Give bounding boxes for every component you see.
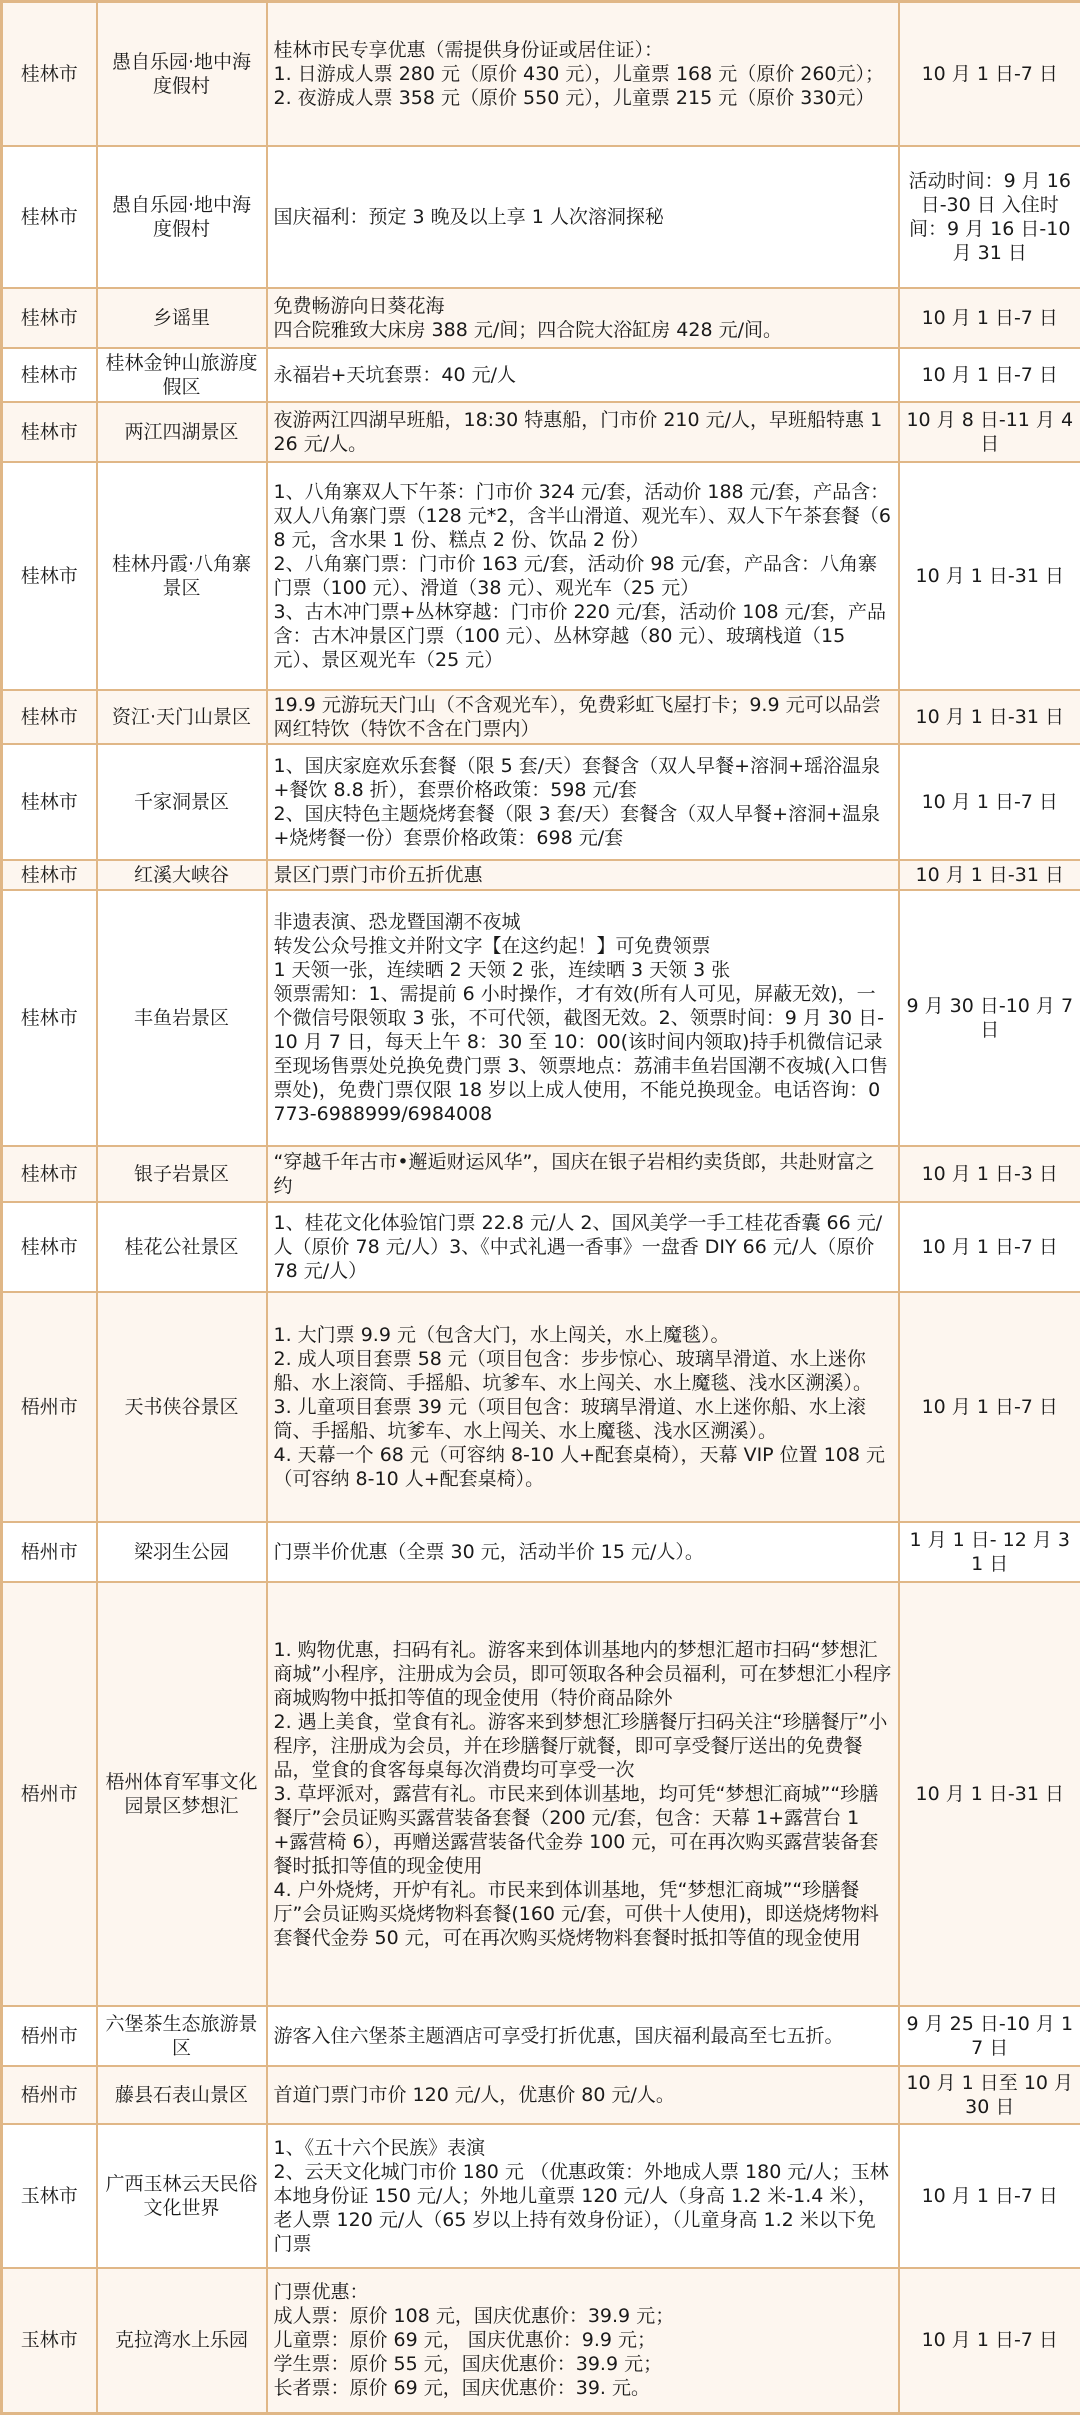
table-row bbox=[2, 2268, 1080, 2414]
date-cell: 10 月 1 日-7 日 bbox=[899, 288, 1080, 348]
offer-detail-line: 学生票：原价 55 元，国庆优惠价：39.9 元； bbox=[274, 2352, 892, 2376]
offer-detail-line: 非遗表演、恐龙暨国潮不夜城 bbox=[274, 910, 892, 934]
date-cell: 10 月 1 日-7 日 bbox=[899, 2268, 1080, 2414]
city-cell: 桂林市 bbox=[2, 1202, 97, 1292]
table-row bbox=[2, 744, 1080, 860]
date-cell: 10 月 1 日-7 日 bbox=[899, 348, 1080, 402]
offer-detail-line: 门票半价优惠（全票 30 元，活动半价 15 元/人）。 bbox=[274, 1540, 892, 1564]
table-row bbox=[2, 890, 1080, 1146]
city-cell: 梧州市 bbox=[2, 2066, 97, 2124]
city-cell: 梧州市 bbox=[2, 1582, 97, 2006]
table-row bbox=[2, 2006, 1080, 2066]
offer-detail-cell bbox=[267, 2066, 899, 2124]
city-cell: 桂林市 bbox=[2, 690, 97, 744]
date-cell: 10 月 1 日至 10 月 30 日 bbox=[899, 2066, 1080, 2124]
date-cell: 9 月 30 日-10 月 7 日 bbox=[899, 890, 1080, 1146]
city-cell: 桂林市 bbox=[2, 288, 97, 348]
scenic-spot-cell: 资江·天门山景区 bbox=[97, 690, 267, 744]
scenic-spot-cell: 银子岩景区 bbox=[97, 1146, 267, 1202]
offer-detail-line: 门票优惠： bbox=[274, 2280, 892, 2304]
date-cell: 10 月 1 日-31 日 bbox=[899, 462, 1080, 690]
table-row bbox=[2, 1146, 1080, 1202]
offer-detail-line: 1、八角寨双人下午茶：门市价 324 元/套，活动价 188 元/套，产品含：双人八角寨门票（128 元*2，含半山滑道、观光车）、双人下午茶套餐（68 元，含水果 1 份、糕点 2 份、饮品 2 份） bbox=[274, 480, 892, 552]
date-cell: 9 月 25 日-10 月 17 日 bbox=[899, 2006, 1080, 2066]
offer-detail-line: 儿童票：原价 69 元， 国庆优惠价：9.9 元； bbox=[274, 2328, 892, 2352]
offer-detail-cell bbox=[267, 744, 899, 860]
date-cell: 10 月 1 日-31 日 bbox=[899, 1582, 1080, 2006]
offer-detail-line: 领票需知：1、需提前 6 小时操作，才有效(所有人可见，屏蔽无效)，一个微信号限领取 3 张，不可代领，截图无效。2、领票时间：9 月 30 日-10 月 7 日，每天上午 8：30 至 10：00(该时间内领取)持手机微信记录至现场售票处兑换免费门票 3、领票地点：荔浦丰鱼岩国潮不夜城(入口售票处)，免费门票仅限 18 岁以上成人使用，不能兑换现金。电话咨询：0773-6988999/6984008 bbox=[274, 982, 892, 1126]
table-row bbox=[2, 288, 1080, 348]
scenic-spot-cell: 梧州体育军事文化园景区梦想汇 bbox=[97, 1582, 267, 2006]
date-cell: 10 月 1 日-7 日 bbox=[899, 1202, 1080, 1292]
city-cell: 桂林市 bbox=[2, 348, 97, 402]
scenic-spot-cell: 千家洞景区 bbox=[97, 744, 267, 860]
offer-detail-line: 4. 户外烧烤，开炉有礼。市民来到体训基地，凭“梦想汇商城”“珍膳餐厅”会员证购买烧烤物料套餐(160 元/套，可供十人使用)，即送烧烤物料套餐代金券 50 元，可在再次购买烧烤物料套餐时抵扣等值的现金使用 bbox=[274, 1878, 892, 1950]
city-cell: 桂林市 bbox=[2, 402, 97, 462]
offer-detail-line: 转发公众号推文并附文字【在这约起！】可免费领票 bbox=[274, 934, 892, 958]
scenic-spot-cell: 藤县石表山景区 bbox=[97, 2066, 267, 2124]
offer-detail-cell bbox=[267, 348, 899, 402]
table-row bbox=[2, 1522, 1080, 1582]
offer-detail-line: 桂林市民专享优惠（需提供身份证或居住证）： bbox=[274, 38, 892, 62]
table-row bbox=[2, 860, 1080, 890]
table-row bbox=[2, 348, 1080, 402]
offer-detail-line: 四合院雅致大床房 388 元/间；四合院大浴缸房 428 元/间。 bbox=[274, 318, 892, 342]
offer-detail-line: 游客入住六堡茶主题酒店可享受打折优惠，国庆福利最高至七五折。 bbox=[274, 2024, 892, 2048]
offer-detail-line: 1. 大门票 9.9 元（包含大门，水上闯关，水上魔毯）。 bbox=[274, 1323, 892, 1347]
table-row bbox=[2, 690, 1080, 744]
offer-detail-line: 1. 日游成人票 280 元（原价 430 元），儿童票 168 元（原价 260元）； bbox=[274, 62, 892, 86]
offer-detail-cell bbox=[267, 1202, 899, 1292]
offer-detail-cell bbox=[267, 890, 899, 1146]
date-cell: 10 月 1 日-7 日 bbox=[899, 1292, 1080, 1522]
scenic-spot-cell: 红溪大峡谷 bbox=[97, 860, 267, 890]
table-row bbox=[2, 2066, 1080, 2124]
offer-detail-line: 3. 草坪派对，露营有礼。市民来到体训基地，均可凭“梦想汇商城”“珍膳餐厅”会员证购买露营装备套餐（200 元/套，包含：天幕 1+露营台 1+露营椅 6），再赠送露营装备代金券 100 元，可在再次购买露营装备套餐时抵扣等值的现金使用 bbox=[274, 1782, 892, 1878]
offer-detail-line: 3. 儿童项目套票 39 元（项目包含：玻璃旱滑道、水上迷你船、水上滚筒、手摇船、坑爹车、水上闯关、水上魔毯、浅水区溯溪）。 bbox=[274, 1395, 892, 1443]
city-cell: 梧州市 bbox=[2, 1292, 97, 1522]
offer-detail-line: 19.9 元游玩天门山（不含观光车），免费彩虹飞屋打卡；9.9 元可以品尝网红特饮（特饮不含在门票内） bbox=[274, 693, 892, 741]
offer-detail-cell bbox=[267, 402, 899, 462]
date-cell: 10 月 1 日-7 日 bbox=[899, 2, 1080, 146]
offer-detail-line: 免费畅游向日葵花海 bbox=[274, 294, 892, 318]
offer-detail-line: 长者票：原价 69 元，国庆优惠价：39. 元。 bbox=[274, 2376, 892, 2400]
offer-detail-line: 1、国庆家庭欢乐套餐（限 5 套/天）套餐含（双人早餐+溶洞+瑶浴温泉+餐饮 8.8 折），套票价格政策：598 元/套 bbox=[274, 754, 892, 802]
offer-detail-line: 2. 夜游成人票 358 元（原价 550 元），儿童票 215 元（原价 330元） bbox=[274, 86, 892, 110]
offer-detail-line: 2、八角寨门票：门市价 163 元/套，活动价 98 元/套，产品含：八角寨门票（100 元）、滑道（38 元）、观光车（25 元） bbox=[274, 552, 892, 600]
scenic-spot-cell: 梁羽生公园 bbox=[97, 1522, 267, 1582]
table-row bbox=[2, 2124, 1080, 2268]
scenic-spot-cell: 丰鱼岩景区 bbox=[97, 890, 267, 1146]
date-cell: 10 月 1 日-31 日 bbox=[899, 690, 1080, 744]
city-cell: 桂林市 bbox=[2, 890, 97, 1146]
table-row bbox=[2, 402, 1080, 462]
offer-detail-line: “穿越千年古市•邂逅财运风华”，国庆在银子岩相约卖货郎，共赴财富之约 bbox=[274, 1150, 892, 1198]
offer-detail-cell bbox=[267, 1582, 899, 2006]
offer-detail-line: 国庆福利：预定 3 晚及以上享 1 人次溶洞探秘 bbox=[274, 205, 892, 229]
offer-detail-cell bbox=[267, 1522, 899, 1582]
offer-detail-line: 2、云天文化城门市价 180 元 （优惠政策：外地成人票 180 元/人；玉林本地身份证 150 元/人；外地儿童票 120 元/人（身高 1.2 米-1.4 米），老人票 120 元/人（65 岁以上持有效身份证），（儿童身高 1.2 米以下免门票 bbox=[274, 2160, 892, 2256]
offer-detail-line: 4. 天幕一个 68 元（可容纳 8-10 人+配套桌椅），天幕 VIP 位置 108 元（可容纳 8-10 人+配套桌椅）。 bbox=[274, 1443, 892, 1491]
offer-detail-line: 1、桂花文化体验馆门票 22.8 元/人 2、国风美学一手工桂花香囊 66 元/人（原价 78 元/人）3、《中式礼遇一香事》一盘香 DIY 66 元/人（原价 78 元/人） bbox=[274, 1211, 892, 1283]
offer-detail-line: 2. 遇上美食，堂食有礼。游客来到梦想汇珍膳餐厅扫码关注“珍膳餐厅”小程序，注册成为会员，并在珍膳餐厅就餐，即可享受餐厅送出的免费餐品，堂食的食客每桌每次消费均可享受一次 bbox=[274, 1710, 892, 1782]
date-cell: 10 月 1 日-7 日 bbox=[899, 744, 1080, 860]
offer-detail-line: 1 天领一张，连续晒 2 天领 2 张，连续晒 3 天领 3 张 bbox=[274, 958, 892, 982]
scenic-spot-cell: 桂林金钟山旅游度假区 bbox=[97, 348, 267, 402]
city-cell: 桂林市 bbox=[2, 146, 97, 288]
offer-detail-line: 夜游两江四湖早班船，18:30 特惠船，门市价 210 元/人，早班船特惠 126 元/人。 bbox=[274, 408, 892, 456]
scenic-spot-cell: 六堡茶生态旅游景区 bbox=[97, 2006, 267, 2066]
offer-detail-cell bbox=[267, 2268, 899, 2414]
table-row bbox=[2, 1202, 1080, 1292]
city-cell: 梧州市 bbox=[2, 2006, 97, 2066]
city-cell: 玉林市 bbox=[2, 2268, 97, 2414]
offer-detail-cell bbox=[267, 2, 899, 146]
offer-detail-line: 1. 购物优惠，扫码有礼。游客来到体训基地内的梦想汇超市扫码“梦想汇商城”小程序，注册成为会员，即可领取各种会员福利，可在梦想汇小程序商城购物中抵扣等值的现金使用（特价商品除外 bbox=[274, 1638, 892, 1710]
date-cell: 10 月 8 日-11 月 4 日 bbox=[899, 402, 1080, 462]
scenic-spot-cell: 天书侠谷景区 bbox=[97, 1292, 267, 1522]
scenic-spot-cell: 广西玉林云天民俗文化世界 bbox=[97, 2124, 267, 2268]
date-cell: 1 月 1 日- 12 月 31 日 bbox=[899, 1522, 1080, 1582]
table-row bbox=[2, 1292, 1080, 1522]
table-row bbox=[2, 146, 1080, 288]
city-cell: 桂林市 bbox=[2, 2, 97, 146]
city-cell: 桂林市 bbox=[2, 462, 97, 690]
offer-detail-line: 1、《五十六个民族》表演 bbox=[274, 2136, 892, 2160]
date-cell: 活动时间：9 月 16 日-30 日 入住时间：9 月 16 日-10 月 31 日 bbox=[899, 146, 1080, 288]
city-cell: 玉林市 bbox=[2, 2124, 97, 2268]
offer-detail-cell bbox=[267, 690, 899, 744]
offer-detail-line: 首道门票门市价 120 元/人，优惠价 80 元/人。 bbox=[274, 2083, 892, 2107]
city-cell: 梧州市 bbox=[2, 1522, 97, 1582]
date-cell: 10 月 1 日-3 日 bbox=[899, 1146, 1080, 1202]
offer-detail-line: 2、国庆特色主题烧烤套餐（限 3 套/天）套餐含（双人早餐+溶洞+温泉+烧烤餐一份）套票价格政策：698 元/套 bbox=[274, 802, 892, 850]
scenic-spot-cell: 桂花公社景区 bbox=[97, 1202, 267, 1292]
offer-detail-cell bbox=[267, 2006, 899, 2066]
offer-detail-line: 成人票：原价 108 元，国庆优惠价：39.9 元； bbox=[274, 2304, 892, 2328]
offer-detail-cell bbox=[267, 288, 899, 348]
scenic-spot-cell: 两江四湖景区 bbox=[97, 402, 267, 462]
table-row bbox=[2, 1582, 1080, 2006]
scenic-spot-cell: 克拉湾水上乐园 bbox=[97, 2268, 267, 2414]
offer-detail-cell bbox=[267, 462, 899, 690]
offer-detail-cell bbox=[267, 1146, 899, 1202]
date-cell: 10 月 1 日-7 日 bbox=[899, 2124, 1080, 2268]
offer-detail-line: 2. 成人项目套票 58 元（项目包含：步步惊心、玻璃旱滑道、水上迷你船、水上滚筒、手摇船、坑爹车、水上闯关、水上魔毯、浅水区溯溪）。 bbox=[274, 1347, 892, 1395]
offer-detail-cell bbox=[267, 2124, 899, 2268]
offer-detail-line: 景区门票门市价五折优惠 bbox=[274, 863, 892, 887]
date-cell: 10 月 1 日-31 日 bbox=[899, 860, 1080, 890]
city-cell: 桂林市 bbox=[2, 860, 97, 890]
city-cell: 桂林市 bbox=[2, 1146, 97, 1202]
table-row bbox=[2, 462, 1080, 690]
offer-detail-line: 永福岩+天坑套票：40 元/人 bbox=[274, 363, 892, 387]
scenic-spot-cell: 愚自乐园·地中海度假村 bbox=[97, 146, 267, 288]
table-row bbox=[2, 2, 1080, 146]
city-cell: 桂林市 bbox=[2, 744, 97, 860]
offer-detail-line: 3、古木冲门票+丛林穿越：门市价 220 元/套，活动价 108 元/套，产品含：古木冲景区门票（100 元）、丛林穿越（80 元）、玻璃栈道（15 元）、景区观光车（25 元） bbox=[274, 600, 892, 672]
offer-detail-cell bbox=[267, 1292, 899, 1522]
offer-detail-cell bbox=[267, 146, 899, 288]
scenic-spot-cell: 桂林丹霞·八角寨景区 bbox=[97, 462, 267, 690]
scenic-spot-cell: 乡谣里 bbox=[97, 288, 267, 348]
scenic-spot-cell: 愚自乐园·地中海度假村 bbox=[97, 2, 267, 146]
offer-detail-cell bbox=[267, 860, 899, 890]
